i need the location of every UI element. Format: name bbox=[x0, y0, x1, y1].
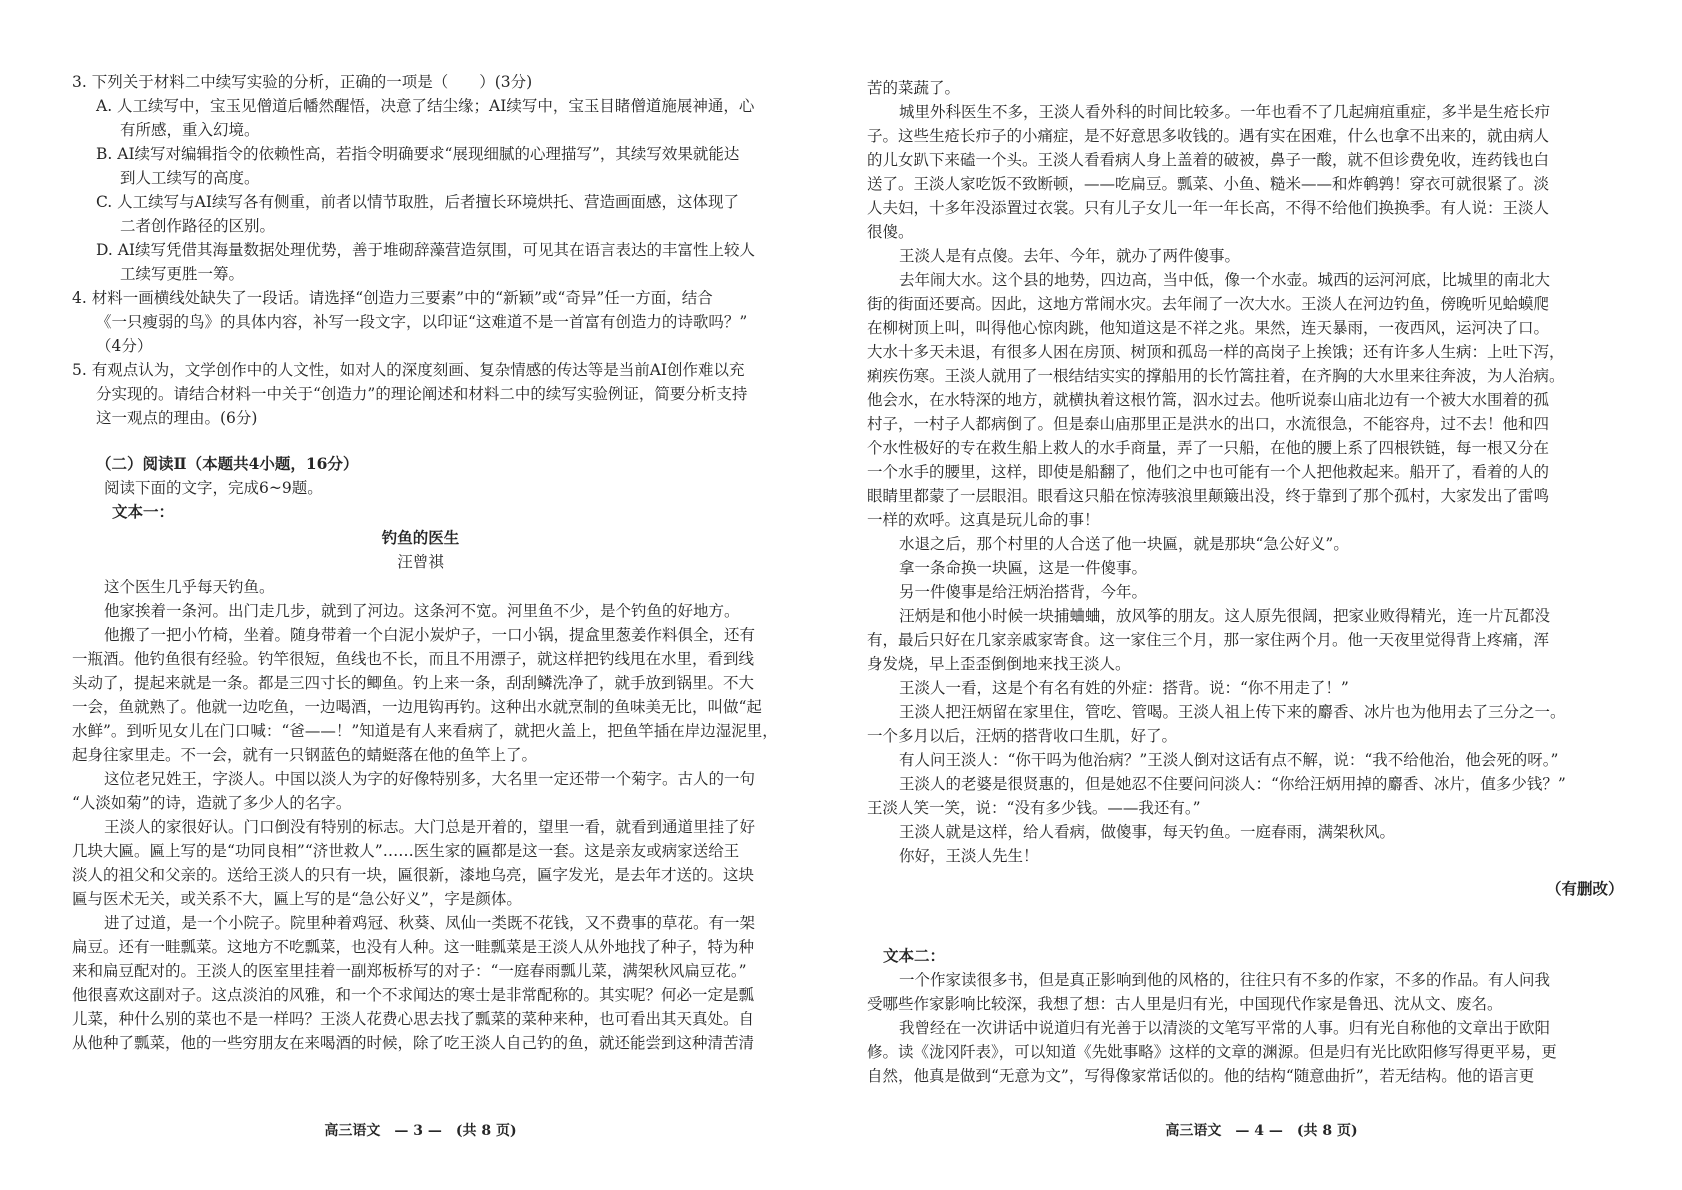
body-line: 从他种了瓢菜，他的一些穷朋友在来喝酒的时候，除了吃王淡人自己钓的鱼，就还能尝到这种清苦清 bbox=[72, 1034, 755, 1052]
body-line: 一会，鱼就熟了。他就一边吃鱼，一边喝酒，一边甩钩再钓。这种出水就烹制的鱼味美无比，叫做“起 bbox=[72, 698, 762, 716]
body-line: 汪炳是和他小时候一块捕蛐蛐，放风筝的朋友。这人原先很阔，把家业败得精光，连一片瓦都没 bbox=[899, 607, 1551, 625]
body-line: 匾与医术无关，或关系不大，匾上写的是“急公好义”，字是颜体。 bbox=[72, 890, 522, 908]
option-c-line1: C. 人工续写与AI续写各有侧重，前者以情节取胜，后者擅长环境烘托、营造画面感，这体现了 bbox=[96, 193, 739, 211]
body-line: 王淡人的老婆是很贤惠的，但是她忍不住要问问淡人：“你给汪炳用掉的麝香、冰片，值多少钱？” bbox=[899, 775, 1566, 793]
text-one-label: 文本一： bbox=[112, 502, 175, 521]
question-4-line2: 《一只瘦弱的鸟》的具体内容，补写一段文字，以印证“这难道不是一首富有创造力的诗歌吗？” bbox=[96, 313, 748, 331]
page-footer-left: 高三语文 — 3 — (共 8 页) bbox=[324, 1123, 517, 1139]
option-b-line1: B. AI续写对编辑指令的依赖性高，若指令明确要求“展现细腻的心理描写”，其续写效果就能达 bbox=[96, 145, 740, 163]
body-line: 大水十多天未退，有很多人困在房顶、树顶和孤岛一样的高岗子上挨饿；还有许多人生病：上吐下泻， bbox=[867, 343, 1565, 361]
right-page bbox=[841, 0, 1682, 1190]
body-line: 王淡人的家很好认。门口倒没有特别的标志。大门总是开着的，望里一看，就看到通道里挂了好 bbox=[104, 818, 756, 836]
page-footer-right: 高三语文 — 4 — (共 8 页) bbox=[1165, 1123, 1358, 1139]
body-line: 水鲜”。到听见女儿在门口喊：“爸——！”知道是有人来看病了，就把火盖上，把鱼竿插在岸边湿泥里， bbox=[72, 722, 778, 740]
body-line: 受哪些作家影响比较深，我想了想：古人里是归有光，中国现代作家是鲁迅、沈从文、废名。 bbox=[867, 995, 1503, 1013]
body-line: 起身往家里走。不一会，就有一只钢蓝色的蜻蜓落在他的鱼竿上了。 bbox=[72, 746, 538, 764]
question-5-line2: 分实现的。请结合材料一中关于“创造力”的理论阐述和材料二中的续写实验例证，简要分析支持 bbox=[96, 385, 748, 403]
option-a-line2: 有所感，重入幻境。 bbox=[120, 121, 260, 139]
option-b-line2: 到人工续写的高度。 bbox=[120, 169, 260, 187]
body-line: 这个医生几乎每天钓鱼。 bbox=[104, 578, 275, 596]
body-line: 个水性极好的专在救生船上救人的水手商量，弄了一只船，在他的腰上系了四根铁链，每一根又分在 bbox=[867, 439, 1550, 457]
body-line: 送了。王淡人家吃饭不致断顿，——吃扁豆。瓢菜、小鱼、糙米——和炸鹌鹑！穿衣可就很紧了。淡 bbox=[867, 175, 1550, 193]
question-5-line1: 5. 有观点认为，文学创作中的人文性，如对人的深度刻画、复杂情感的传达等是当前AI创作难以充 bbox=[72, 361, 745, 379]
body-line: 很傻。 bbox=[867, 223, 914, 241]
question-5-line3: 这一观点的理由。(6分) bbox=[96, 409, 258, 427]
body-line: 水退之后，那个村里的人合送了他一块匾，就是那块“急公好义”。 bbox=[899, 535, 1349, 553]
body-line: 自然，他真是做到“无意为文”，写得像家常话似的。他的结构“随意曲折”，若无结构。他的语言更 bbox=[867, 1067, 1535, 1085]
body-line: 扁豆。还有一畦瓢菜。这地方不吃瓢菜，也没有人种。这一畦瓢菜是王淡人从外地找了种子，特为种 bbox=[72, 938, 755, 956]
body-line: 眼睛里都蒙了一层眼泪。眼看这只船在惊涛骇浪里颠簸出没，终于靠到了那个孤村，大家发出了雷鸣 bbox=[867, 487, 1550, 505]
body-line: 有，最后只好在几家亲戚家寄食。这一家住三个月，那一家住两个月。他一天夜里觉得背上疼痛，浑 bbox=[867, 631, 1550, 649]
body-line: 王淡人是有点傻。去年、今年，就办了两件傻事。 bbox=[899, 247, 1241, 265]
body-line: 他很喜欢这副对子。这点淡泊的风雅，和一个不求闻达的寒士是非常配称的。其实呢？何必一定是瓢 bbox=[72, 986, 755, 1004]
body-line: 他家挨着一条河。出门走几步，就到了河边。这条河不宽。河里鱼不少，是个钓鱼的好地方。 bbox=[104, 602, 740, 620]
option-d-line2: 工续写更胜一筹。 bbox=[120, 265, 245, 283]
body-line: 一样的欢呼。这真是玩儿命的事！ bbox=[867, 511, 1100, 529]
body-line: 一个多月以后，汪炳的搭背收口生肌，好了。 bbox=[867, 727, 1178, 745]
question-4-line1: 4. 材料一画横线处缺失了一段话。请选择“创造力三要素”中的“新颖”或“奇异”任一方面，结合 bbox=[72, 289, 713, 307]
body-line: 在柳树顶上叫，叫得他心惊肉跳，他知道这是不祥之兆。果然，连天暴雨，一夜西风，运河决了口。 bbox=[867, 319, 1550, 337]
body-line: “人淡如菊”的诗，造就了多少人的名字。 bbox=[72, 794, 352, 812]
body-line: 儿菜，种什么别的菜也不是一样吗？王淡人花费心思去找了瓢菜的菜种来种，也可看出其天真处。自 bbox=[72, 1010, 755, 1028]
abridged-note: （有删改） bbox=[1546, 879, 1624, 898]
body-line: 人夫妇，十多年没添置过衣裳。只有儿子女儿一年一年长高，不得不给他们换换季。有人说：王淡人 bbox=[867, 199, 1550, 217]
option-a-line1: A. 人工续写中，宝玉见僧道后幡然醒悟，决意了结尘缘；AI续写中，宝玉目睹僧道施展神通，心 bbox=[96, 97, 755, 115]
question-4-line3: （4分） bbox=[96, 337, 153, 355]
body-line: 修。读《泷冈阡表》，可以知道《先妣事略》这样的文章的渊源。但是归有光比欧阳修写得更平易，更 bbox=[867, 1043, 1557, 1061]
body-line: 王淡人一看，这是个有名有姓的外症：搭背。说：“你不用走了！” bbox=[899, 679, 1349, 697]
option-c-line2: 二者创作路径的区别。 bbox=[120, 217, 276, 235]
body-line: 另一件傻事是给汪炳治搭背，今年。 bbox=[899, 583, 1148, 601]
article-title: 钓鱼的医生 bbox=[381, 528, 460, 547]
body-line: 几块大匾。匾上写的是“功同良相”“济世救人”……医生家的匾都是这一套。这是亲友或病家送给王 bbox=[72, 842, 740, 860]
body-line: 我曾经在一次讲话中说道归有光善于以清淡的文笔写平常的人事。归有光自称他的文章出于欧阳 bbox=[899, 1019, 1551, 1037]
body-line: 街的街面还要高。因此，这地方常闹水灾。去年闹了一次大水。王淡人在河边钓鱼，傍晚听见蛤蟆爬 bbox=[867, 295, 1550, 313]
body-line: 他会水，在水特深的地方，就横执着这根竹篙，泅水过去。他听说泰山庙北边有一个被大水围着的孤 bbox=[867, 391, 1550, 409]
body-line: 来和扁豆配对的。王淡人的医室里挂着一副郑板桥写的对子：“一庭春雨瓢儿菜，满架秋风扁豆花。” bbox=[72, 962, 747, 980]
body-line: 王淡人笑一笑，说：“没有多少钱。——我还有。” bbox=[867, 799, 1201, 817]
body-line: 他搬了一把小竹椅，坐着。随身带着一个白泥小炭炉子，一口小锅，提盒里葱姜作料俱全，还有 bbox=[104, 626, 756, 644]
body-line: 子。这些生疮长疖子的小痛症，是不好意思多收钱的。遇有实在困难，什么也拿不出来的，就由病人 bbox=[867, 127, 1550, 145]
body-line: 去年闹大水。这个县的地势，四边高，当中低，像一个水壶。城西的运河河底，比城里的南北大 bbox=[899, 271, 1551, 289]
body-line: 一个作家读很多书，但是真正影响到他的风格的，往往只有不多的作家，不多的作品。有人问我 bbox=[899, 971, 1551, 989]
body-line: 王淡人就是这样，给人看病，做傻事，每天钓鱼。一庭春雨，满架秋风。 bbox=[899, 823, 1396, 841]
body-line: 苦的菜蔬了。 bbox=[867, 79, 961, 97]
body-line: 有人问王淡人：“你干吗为他治病？”王淡人倒对这话有点不解，说：“我不给他治，他会死的呀。” bbox=[899, 751, 1559, 769]
body-line: 王淡人把汪炳留在家里住，管吃、管喝。王淡人祖上传下来的麝香、冰片也为他用去了三分之一。 bbox=[899, 703, 1566, 721]
question-3-stem: 3. 下列关于材料二中续写实验的分析，正确的一项是（ ）(3分) bbox=[72, 73, 533, 91]
body-line: 痢疾伤寒。王淡人就用了一根结结实实的撑船用的长竹篙拄着，在齐胸的大水里来往奔波，为人治病。 bbox=[867, 367, 1565, 385]
section-instruction: 阅读下面的文字，完成6~9题。 bbox=[104, 479, 323, 497]
body-line: 拿一条命换一块匾，这是一件傻事。 bbox=[899, 559, 1148, 577]
body-line: 城里外科医生不多，王淡人看外科的时间比较多。一年也看不了几起痈疽重症，多半是生疮长疖 bbox=[899, 103, 1551, 121]
article-author: 汪曾祺 bbox=[397, 553, 444, 571]
body-line: 你好，王淡人先生！ bbox=[899, 847, 1039, 865]
body-line: 这位老兄姓王，字淡人。中国以淡人为字的好像特别多，大名里一定还带一个菊字。古人的一句 bbox=[104, 770, 756, 788]
body-line: 进了过道，是一个小院子。院里种着鸡冠、秋葵、凤仙一类既不花钱，又不费事的草花。有一架 bbox=[104, 914, 756, 932]
body-line: 一瓶酒。他钓鱼很有经验。钓竿很短，鱼线也不长，而且不用漂子，就这样把钓线甩在水里，看到线 bbox=[72, 650, 755, 668]
body-line: 身发烧，早上歪歪倒倒地来找王淡人。 bbox=[867, 655, 1131, 673]
body-line: 村子，一村子人都病倒了。但是泰山庙那里正是洪水的出口，水流很急，不能容舟，过不去！他和四 bbox=[867, 415, 1550, 433]
body-line: 的儿女趴下来磕一个头。王淡人看看病人身上盖着的破被，鼻子一酸，就不但诊费免收，连药钱也白 bbox=[867, 151, 1550, 169]
body-line: 头动了，提起来就是一条。都是三四寸长的鲫鱼。钓上来一条，刮刮鳞洗净了，就手放到锅里。不大 bbox=[72, 674, 755, 692]
section-heading: （二）阅读Ⅱ（本题共4小题，16分） bbox=[96, 454, 359, 473]
body-line: 一个水手的腰里，这样，即使是船翻了，他们之中也可能有一个人把他救起来。船开了，看着的人的 bbox=[867, 463, 1550, 481]
body-line: 淡人的祖父和父亲的。送给王淡人的只有一块，匾很新，漆地乌亮，匾字发光，是去年才送的。这块 bbox=[72, 866, 755, 884]
text-two-label: 文本二： bbox=[883, 946, 946, 965]
option-d-line1: D. AI续写凭借其海量数据处理优势，善于堆砌辞藻营造氛围，可见其在语言表达的丰富性上较人 bbox=[96, 241, 756, 259]
